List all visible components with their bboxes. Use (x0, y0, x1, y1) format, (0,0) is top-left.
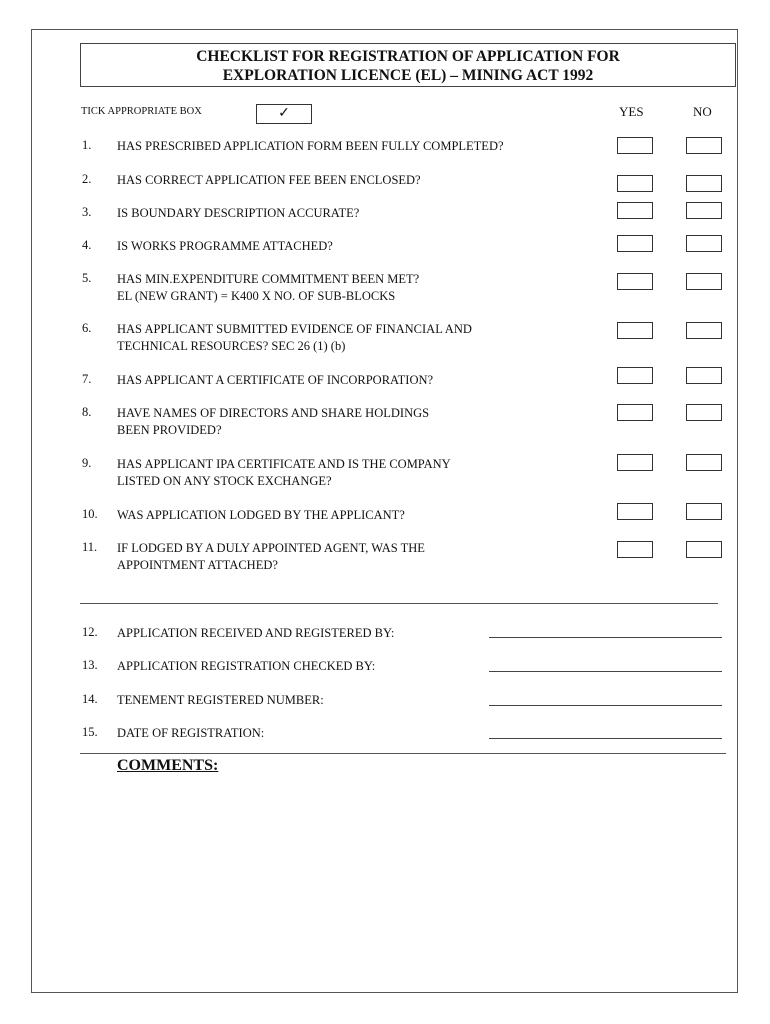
tick-instruction: TICK APPROPRIATE BOX (81, 106, 202, 117)
yes-checkbox[interactable] (617, 235, 653, 252)
no-checkbox[interactable] (686, 175, 722, 192)
question-text: HAVE NAMES OF DIRECTORS AND SHARE HOLDINGS (117, 406, 430, 420)
yes-checkbox[interactable] (617, 202, 653, 219)
signature-line[interactable] (489, 671, 722, 672)
yes-checkbox[interactable] (617, 322, 653, 339)
no-checkbox[interactable] (686, 202, 722, 219)
yes-column-header: YES (619, 104, 644, 119)
question-text-line-2: BEEN PROVIDED? (117, 423, 222, 437)
question-number: 7. (82, 372, 92, 386)
question-text: IF LODGED BY A DULY APPOINTED AGENT, WAS THE (117, 541, 425, 555)
signoff-number: 13. (82, 658, 98, 672)
question-text: IS BOUNDARY DESCRIPTION ACCURATE? (117, 206, 360, 220)
question-text: HAS APPLICANT SUBMITTED EVIDENCE OF FINANCIAL AND (117, 322, 472, 336)
question-number: 4. (82, 238, 92, 252)
question-number: 2. (82, 172, 92, 186)
checkmark-icon: ✓ (278, 106, 290, 121)
signoff-text: APPLICATION REGISTRATION CHECKED BY: (117, 659, 376, 673)
question-text: HAS APPLICANT IPA CERTIFICATE AND IS THE COMPANY (117, 457, 451, 471)
question-text-line-2: APPOINTMENT ATTACHED? (117, 558, 278, 572)
no-checkbox[interactable] (686, 235, 722, 252)
comments-heading: COMMENTS: (117, 757, 219, 774)
entry-line[interactable] (489, 738, 722, 739)
question-text-line-2: LISTED ON ANY STOCK EXCHANGE? (117, 474, 332, 488)
question-text: HAS MIN.EXPENDITURE COMMITMENT BEEN MET? (117, 272, 420, 286)
yes-checkbox[interactable] (617, 367, 653, 384)
entry-line[interactable] (489, 705, 722, 706)
title-box (80, 43, 736, 87)
question-number: 9. (82, 456, 92, 470)
question-number: 3. (82, 205, 92, 219)
question-text: HAS PRESCRIBED APPLICATION FORM BEEN FULLY COMPLETED? (117, 139, 504, 153)
no-column-header: NO (693, 104, 712, 119)
question-text-line-2: TECHNICAL RESOURCES? SEC 26 (1) (b) (117, 339, 346, 353)
question-text: WAS APPLICATION LODGED BY THE APPLICANT? (117, 508, 405, 522)
no-checkbox[interactable] (686, 503, 722, 520)
title-line-1: CHECKLIST FOR REGISTRATION OF APPLICATION FOR (196, 48, 620, 65)
yes-checkbox[interactable] (617, 454, 653, 471)
question-number: 11. (82, 540, 98, 554)
signoff-text: APPLICATION RECEIVED AND REGISTERED BY: (117, 626, 395, 640)
signature-line[interactable] (489, 637, 722, 638)
yes-checkbox[interactable] (617, 503, 653, 520)
no-checkbox[interactable] (686, 367, 722, 384)
no-checkbox[interactable] (686, 454, 722, 471)
yes-checkbox[interactable] (617, 137, 653, 154)
question-number: 10. (82, 507, 98, 521)
no-checkbox[interactable] (686, 541, 722, 558)
comments-divider (80, 753, 726, 754)
question-text: HAS CORRECT APPLICATION FEE BEEN ENCLOSED? (117, 173, 421, 187)
question-text: HAS APPLICANT A CERTIFICATE OF INCORPORATION? (117, 373, 434, 387)
no-checkbox[interactable] (686, 273, 722, 290)
signoff-text: TENEMENT REGISTERED NUMBER: (117, 693, 324, 707)
section-divider (80, 603, 718, 604)
no-checkbox[interactable] (686, 137, 722, 154)
signoff-text: DATE OF REGISTRATION: (117, 726, 265, 740)
signoff-number: 12. (82, 625, 98, 639)
question-number: 5. (82, 271, 92, 285)
yes-checkbox[interactable] (617, 541, 653, 558)
no-checkbox[interactable] (686, 404, 722, 421)
yes-checkbox[interactable] (617, 404, 653, 421)
signoff-number: 15. (82, 725, 98, 739)
question-number: 1. (82, 138, 92, 152)
yes-checkbox[interactable] (617, 273, 653, 290)
signoff-number: 14. (82, 692, 98, 706)
question-text-line-2: EL (NEW GRANT) = K400 X NO. OF SUB-BLOCKS (117, 289, 396, 303)
question-number: 6. (82, 321, 92, 335)
no-checkbox[interactable] (686, 322, 722, 339)
question-text: IS WORKS PROGRAMME ATTACHED? (117, 239, 333, 253)
yes-checkbox[interactable] (617, 175, 653, 192)
title-line-2: EXPLORATION LICENCE (EL) – MINING ACT 1992 (222, 67, 594, 84)
question-number: 8. (82, 405, 92, 419)
tick-example-box (256, 104, 312, 124)
